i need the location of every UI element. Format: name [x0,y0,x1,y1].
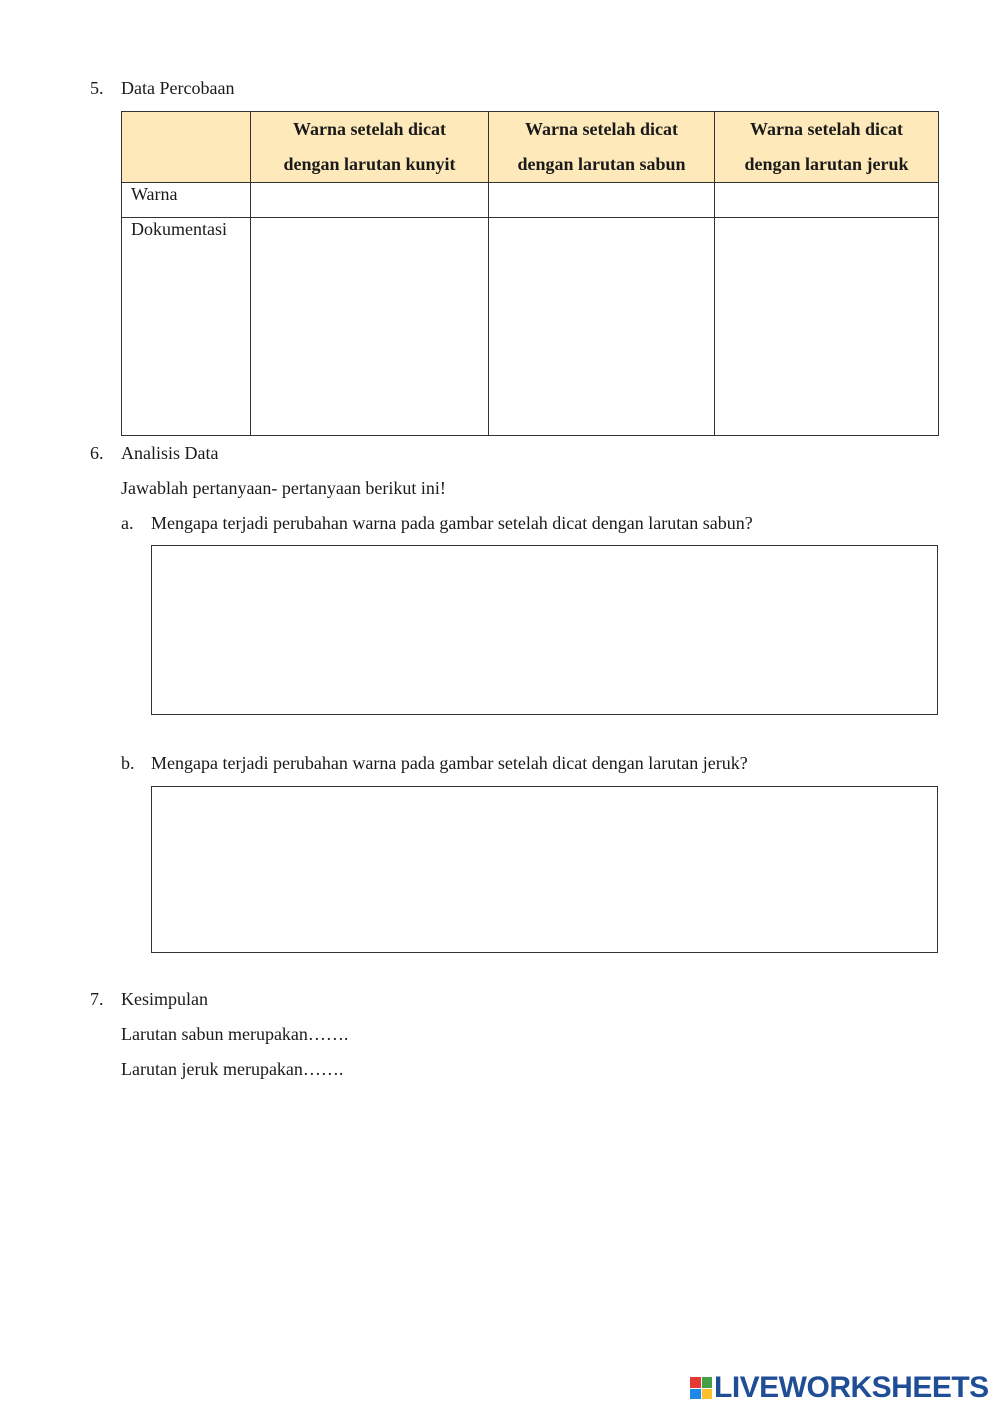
header-line: Warna setelah dicat [750,119,903,139]
header-line: Warna setelah dicat [525,119,678,139]
liveworksheets-logo-icon [690,1377,712,1399]
section-7-number: 7. [90,989,104,1009]
table-header-row [122,112,939,183]
question-a-letter: a. [121,513,134,533]
question-a-text: Mengapa terjadi perubahan warna pada gambar setelah dicat dengan larutan sabun? [151,513,753,533]
conclusion-line-sabun: Larutan sabun merupakan……. [121,1024,349,1044]
table-header-corner [122,112,251,183]
cell-warna-jeruk[interactable] [715,183,939,218]
row-label-warna: Warna [122,183,251,218]
analysis-instruction: Jawablah pertanyaan- pertanyaan berikut ini! [121,478,446,498]
cell-dokumentasi-kunyit[interactable] [251,218,489,436]
header-line: dengan larutan kunyit [283,154,456,174]
row-label-dokumentasi: Dokumentasi [122,218,251,436]
table-row-dokumentasi [122,218,939,436]
question-b-text: Mengapa terjadi perubahan warna pada gambar setelah dicat dengan larutan jeruk? [151,753,748,773]
table-row-warna [122,183,939,218]
experiment-data-table [121,111,939,436]
cell-dokumentasi-sabun[interactable] [489,218,715,436]
section-7-title: Kesimpulan [121,989,208,1009]
cell-warna-kunyit[interactable] [251,183,489,218]
header-line: dengan larutan jeruk [744,154,909,174]
section-5-number: 5. [90,78,104,98]
table-header-kunyit [251,112,489,183]
conclusion-line-jeruk: Larutan jeruk merupakan……. [121,1059,344,1079]
answer-box-b[interactable] [151,786,938,953]
cell-dokumentasi-jeruk[interactable] [715,218,939,436]
table-header-sabun [489,112,715,183]
question-b-letter: b. [121,753,135,773]
answer-box-a[interactable] [151,545,938,715]
liveworksheets-logo[interactable] [690,1372,989,1404]
header-line: Warna setelah dicat [293,119,446,139]
cell-warna-sabun[interactable] [489,183,715,218]
header-line: dengan larutan sabun [517,154,686,174]
section-6-number: 6. [90,443,104,463]
table-header-jeruk [715,112,939,183]
brand-name: LIVEWORKSHEETS [714,1371,989,1404]
section-5-title: Data Percobaan [121,78,235,98]
section-6-title: Analisis Data [121,443,219,463]
